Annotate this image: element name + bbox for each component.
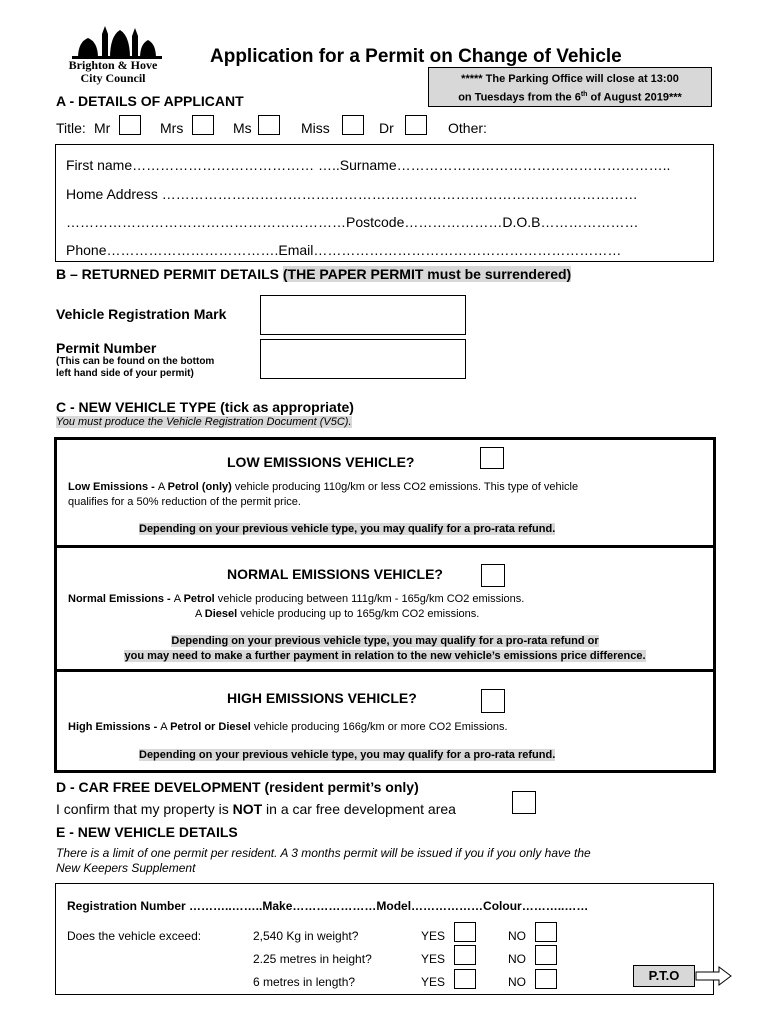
registration-row[interactable]: Registration Number ………..……..Make…………………Model………………Colour………..…… xyxy=(67,899,589,913)
office-notice xyxy=(428,67,712,107)
weight-no-label: NO xyxy=(508,929,526,943)
pavilion-icon xyxy=(58,20,168,60)
car-free-confirm-text: I confirm that my property is NOT in a car free development area xyxy=(56,801,456,817)
arrow-right-icon xyxy=(695,966,733,986)
title-miss-checkbox[interactable] xyxy=(342,115,364,135)
height-no-checkbox[interactable] xyxy=(535,945,557,965)
length-yes-checkbox[interactable] xyxy=(454,969,476,989)
normal-emissions-note-2: you may need to make a further payment in relation to the new vehicle’s emissions price difference. xyxy=(124,650,646,662)
height-no-label: NO xyxy=(508,952,526,966)
section-a-heading: A - DETAILS OF APPLICANT xyxy=(56,93,244,109)
weight-yes-checkbox[interactable] xyxy=(454,922,476,942)
section-e-note-1: There is a limit of one permit per resident. A 3 months permit will be issued if you if you only have the xyxy=(56,846,591,860)
section-e-note-2: New Keepers Supplement xyxy=(56,861,196,875)
weight-label: 2,540 Kg in weight? xyxy=(253,929,359,943)
section-c-subheading: You must produce the Vehicle Registration Document (V5C). xyxy=(56,416,352,428)
title-dr-checkbox[interactable] xyxy=(405,115,427,135)
normal-emissions-title: NORMAL EMISSIONS VEHICLE? xyxy=(227,566,443,582)
divider-2 xyxy=(54,669,716,672)
logo-line2: City Council xyxy=(80,71,146,85)
section-d-heading: D - CAR FREE DEVELOPMENT (resident permit’s only) xyxy=(56,779,419,795)
height-yes-label: YES xyxy=(421,952,446,966)
title-mrs-checkbox[interactable] xyxy=(192,115,214,135)
height-label: 2.25 metres in height? xyxy=(253,952,372,966)
high-emissions-title: HIGH EMISSIONS VEHICLE? xyxy=(227,690,417,706)
title-ms-label: Ms xyxy=(233,120,252,136)
section-e-heading: E - NEW VEHICLE DETAILS xyxy=(56,824,238,840)
length-label: 6 metres in length? xyxy=(253,975,356,989)
permit-note-line2: left hand side of your permit) xyxy=(56,368,194,379)
home-address-row[interactable]: Home Address ………………………………………………………………………………………… xyxy=(66,186,638,202)
vrm-input[interactable] xyxy=(260,295,466,335)
exceed-label: Does the vehicle exceed: xyxy=(67,929,202,943)
divider-1 xyxy=(54,545,716,548)
permit-number-input[interactable] xyxy=(260,339,466,379)
section-c-heading: C - NEW VEHICLE TYPE (tick as appropriate) xyxy=(56,399,354,415)
high-emissions-desc: High Emissions - A Petrol or Diesel vehicle producing 166g/km or more CO2 Emissions. xyxy=(68,721,508,733)
normal-emissions-desc-1: Normal Emissions - A Petrol vehicle producing between 111g/km - 165g/km CO2 emissions. xyxy=(68,593,525,605)
vrm-label: Vehicle Registration Mark xyxy=(56,306,227,322)
title-label: Title: xyxy=(56,120,86,136)
title-mrs-label: Mrs xyxy=(160,120,184,136)
title-mr-label: Mr xyxy=(94,120,111,136)
low-emissions-desc-2: qualifies for a 50% reduction of the permit price. xyxy=(68,496,301,508)
normal-emissions-desc-2: A Diesel vehicle producing up to 165g/km CO2 emissions. xyxy=(195,608,480,620)
car-free-checkbox[interactable] xyxy=(512,791,536,814)
normal-emissions-checkbox[interactable] xyxy=(481,564,505,587)
page-title: Application for a Permit on Change of Vehicle xyxy=(210,46,622,67)
permit-number-label: Permit Number xyxy=(56,340,157,356)
section-b-heading: B – RETURNED PERMIT DETAILS (THE PAPER PERMIT must be surrendered) xyxy=(56,266,572,282)
weight-yes-label: YES xyxy=(421,929,446,943)
name-row[interactable]: First name………………………………… …..Surname………………………………………………….. xyxy=(66,157,671,173)
pto-box: P.T.O xyxy=(633,965,695,987)
high-emissions-note: Depending on your previous vehicle type, you may qualify for a pro-rata refund. xyxy=(139,749,556,761)
permit-note-line1: (This can be found on the bottom xyxy=(56,356,215,367)
length-no-label: NO xyxy=(508,975,526,989)
title-dr-label: Dr xyxy=(379,120,394,136)
logo-line1: Brighton & Hove xyxy=(68,58,158,72)
height-yes-checkbox[interactable] xyxy=(454,945,476,965)
length-no-checkbox[interactable] xyxy=(535,969,557,989)
low-emissions-checkbox[interactable] xyxy=(480,447,504,469)
title-mr-checkbox[interactable] xyxy=(119,115,141,135)
length-yes-label: YES xyxy=(421,975,446,989)
normal-emissions-note-1: Depending on your previous vehicle type, you may qualify for a pro-rata refund or xyxy=(171,635,599,647)
postcode-dob-row[interactable]: ……………………………………………………Postcode…………………D.O.B………………… xyxy=(66,214,639,230)
high-emissions-checkbox[interactable] xyxy=(481,689,505,713)
title-other-label: Other: xyxy=(448,120,487,136)
title-ms-checkbox[interactable] xyxy=(258,115,280,135)
council-logo xyxy=(58,20,168,84)
notice-line1: ***** The Parking Office will close at 13:00 xyxy=(461,73,679,85)
low-emissions-title: LOW EMISSIONS VEHICLE? xyxy=(227,454,415,470)
weight-no-checkbox[interactable] xyxy=(535,922,557,942)
phone-email-row[interactable]: Phone……………………………….Email………………………………………………………… xyxy=(66,242,622,258)
notice-line2: on Tuesdays from the 6th of August 2019*** xyxy=(458,91,682,104)
title-miss-label: Miss xyxy=(301,120,330,136)
low-emissions-note: Depending on your previous vehicle type, you may qualify for a pro-rata refund. xyxy=(139,523,556,535)
low-emissions-desc-1: Low Emissions - A Petrol (only) vehicle producing 110g/km or less CO2 emissions. This type of vehicle xyxy=(68,481,579,493)
